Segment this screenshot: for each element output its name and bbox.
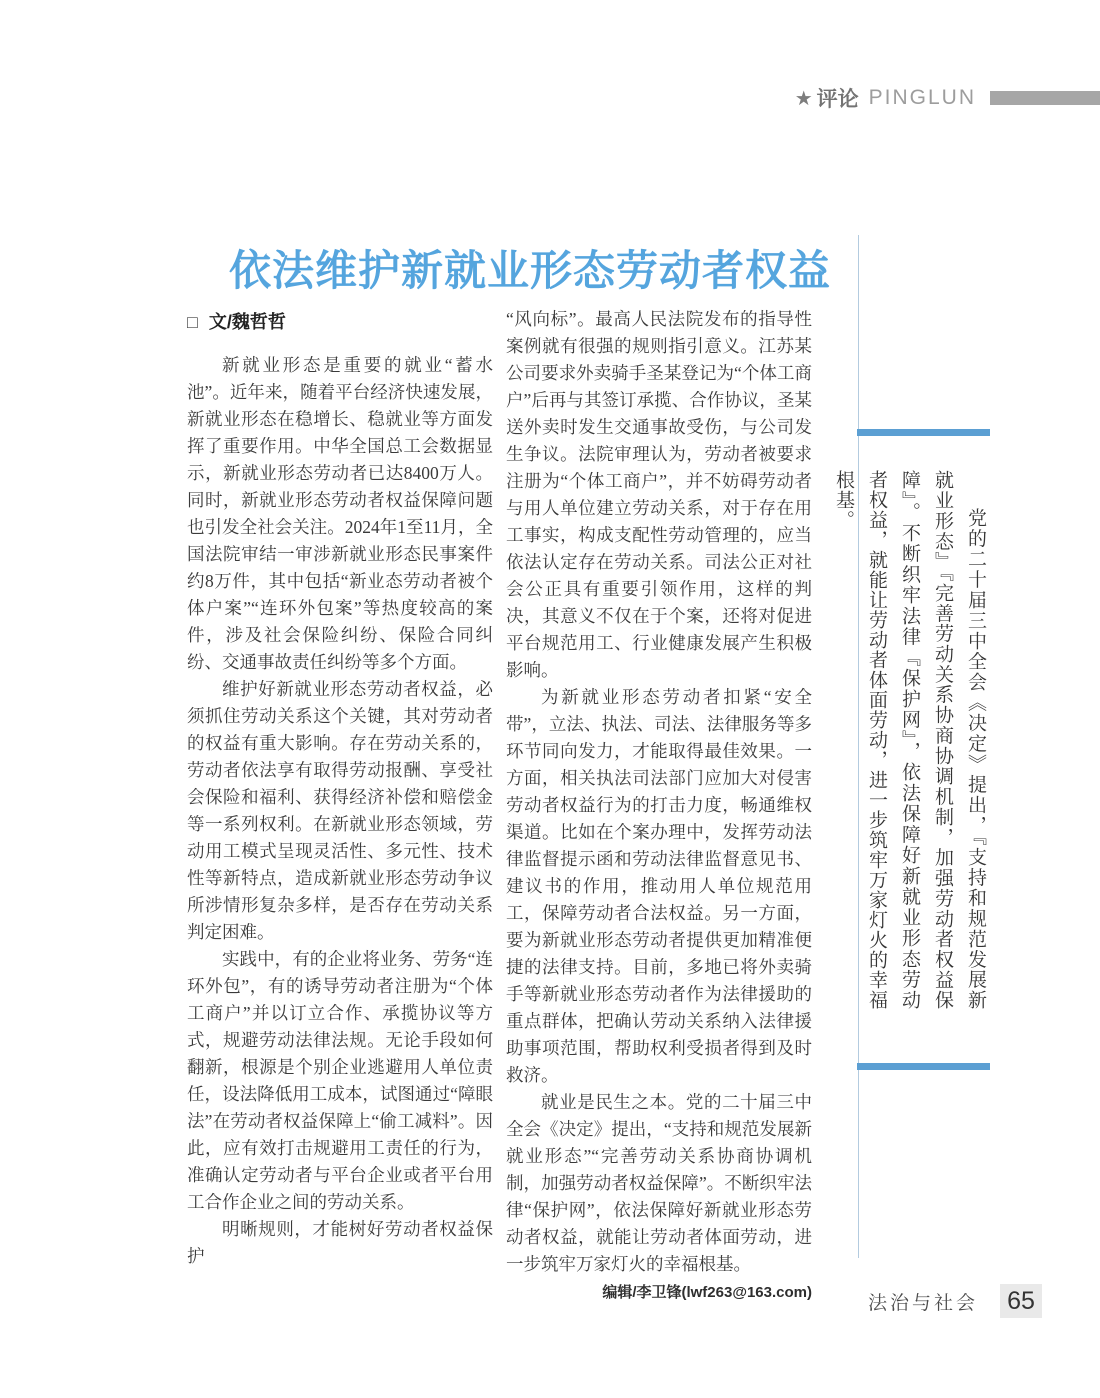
- paragraph: 就业是民生之本。党的二十届三中全会《决定》提出，“支持和规范发展新就业形态”“完善劳动关系协商协调机制，加强劳动者权益保障”。不断织牢法律“保护网”，依法保障好新就业形态劳动者权益，就能让劳动者体面劳动，进一步筑牢万家灯火的幸福根基。: [506, 1092, 812, 1274]
- body-column-left: [187, 352, 493, 1270]
- paragraph: 为新就业形态劳动者扣紧“安全带”，立法、执法、司法、法律服务等多环节同向发力，才能取得最佳效果。一方面，相关执法司法部门应加大对侵害劳动者权益行为的打击力度，畅通维权渠道。比如在个案办理中，发挥劳动法律监督提示函和劳动法律监督意见书、建议书的作用，推动用人单位规范用工，保障劳动者合法权益。另一方面，要为新就业形态劳动者提供更加精准便捷的法律支持。目前，多地已将外卖骑手等新就业形态劳动者作为法律援助的重点群体，把确认劳动关系纳入法律援助事项范围，帮助权利受损者得到及时救济。: [506, 687, 812, 1085]
- paragraph: 明晰规则，才能树好劳动者权益保护: [187, 1219, 493, 1266]
- section-header-bar: [990, 91, 1100, 105]
- journal-name: 法治与社会: [867, 1292, 978, 1314]
- page-footer: [868, 1283, 1042, 1319]
- pull-quote-bottom-bar: [857, 1063, 990, 1070]
- paragraph: “风向标”。最高人民法院发布的指导性案例就有很强的规则指引意义。江苏某公司要求外卖骑手圣某登记为“个体工商户”后再与其签订承揽、合作协议，圣某送外卖时发生交通事故受伤，与公司发生争议。法院审理认为，劳动者被要求注册为“个体工商户”，并不妨碍劳动者与用人单位建立劳动关系，对于存在用工事实，构成支配性劳动管理的，应当依法认定存在劳动关系。司法公正对社会公正具有重要引领作用，这样的判决，其意义不仅在于个案，还将对促进平台规范用工、行业健康发展产生积极影响。: [506, 309, 812, 680]
- section-title-cn: 评论: [816, 88, 859, 111]
- byline-author: 文/魏哲哲: [208, 312, 286, 332]
- byline-square-icon: □: [187, 312, 198, 332]
- pull-quote-vertical-text: 党的二十届三中全会《决定》提出，『支持和规范发展新就业形态』『完善劳动关系协商协调机制，加强劳动者权益保障』。不断织牢法律『保护网』，依法保障好新就业形态劳动者权益，就能让劳动者体面劳动，进一步筑牢万家灯火的幸福根基。: [833, 470, 986, 1010]
- section-header: [0, 84, 1100, 112]
- page-number-badge: 65: [1000, 1284, 1042, 1318]
- editor-credit: 编辑/李卫锋(lwf263@163.com): [602, 1284, 812, 1301]
- paragraph: 实践中，有的企业将业务、劳务“连环外包”，有的诱导劳动者注册为“个体工商户”并以订立合作、承揽协议等方式，规避劳动法律法规。无论手段如何翻新，根源是个别企业逃避用人单位责任，设法降低用工成本，试图通过“障眼法”在劳动者权益保障上“偷工减料”。因此，应有效打击规避用工责任的行为，准确认定劳动者与平台企业或者平台用工合作企业之间的劳动关系。: [187, 949, 493, 1212]
- star-icon: ★: [794, 87, 813, 110]
- pull-quote-top-bar: [857, 429, 990, 436]
- body-column-right: [506, 306, 812, 1302]
- byline: [187, 308, 286, 334]
- paragraph: 新就业形态是重要的就业“蓄水池”。近年来，随着平台经济快速发展，新就业形态在稳增长、稳就业等方面发挥了重要作用。中华全国总工会数据显示，新就业形态劳动者已达8400万人。同时，新就业形态劳动者权益保障问题也引发全社会关注。2024年1至11月，全国法院审结一审涉新就业形态民事案件约8万件，其中包括“新业态劳动者被个体户案”“连环外包案”等热度较高的案件，涉及社会保险纠纷、保险合同纠纷、交通事故责任纠纷等多个方面。: [187, 355, 493, 672]
- section-title-pinyin: PINGLUN: [868, 86, 976, 109]
- article-title: 依法维护新就业形态劳动者权益: [228, 247, 831, 294]
- paragraph: 维护好新就业形态劳动者权益，必须抓住劳动关系这个关键，其对劳动者的权益有重大影响。存在劳动关系的，劳动者依法享有取得劳动报酬、享受社会保险和福利、获得经济补偿和赔偿金等一系列权利。在新就业形态领域，劳动用工模式呈现灵活性、多元性、技术性等新特点，造成新就业形态劳动争议所涉情形复杂多样，是否存在劳动关系判定困难。: [187, 679, 493, 942]
